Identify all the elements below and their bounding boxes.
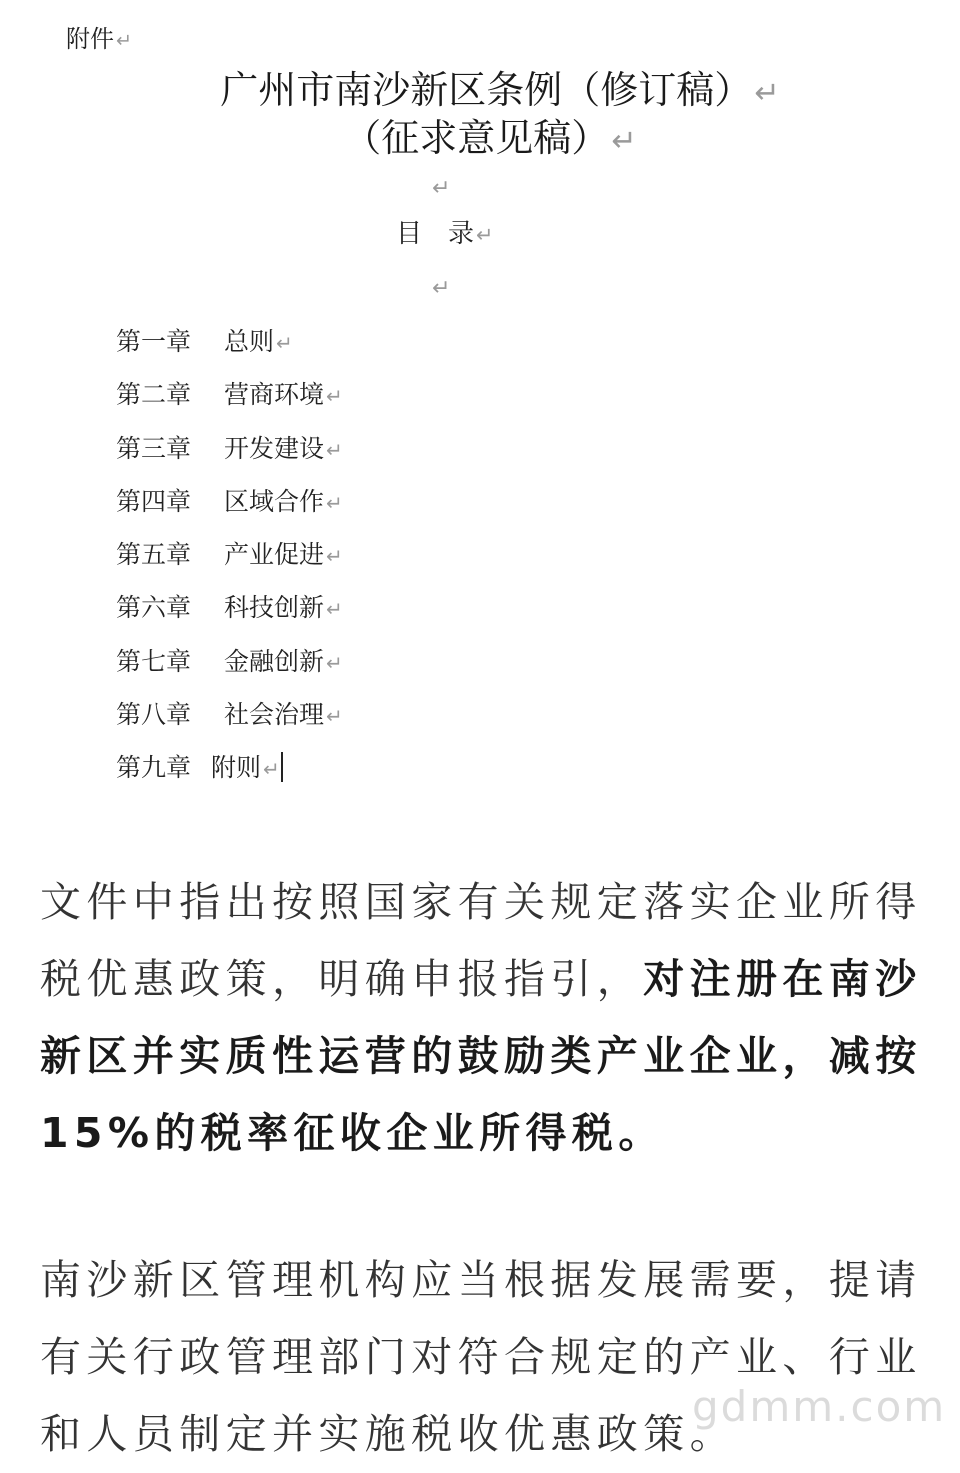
paragraph-mark: ↵ bbox=[432, 276, 451, 301]
paragraph-text: 文件中指出按照国家有关规定落实企业所得税优惠政策，明确申报指引， bbox=[40, 878, 922, 1003]
toc-chapter-title: 产业促进 bbox=[224, 540, 325, 570]
toc-item bbox=[116, 322, 343, 375]
attachment-label bbox=[66, 22, 132, 58]
toc-chapter-number: 第八章 bbox=[116, 700, 192, 730]
toc-chapter-title: 金融创新 bbox=[224, 646, 325, 676]
toc-chapter-title: 总则 bbox=[224, 327, 275, 356]
article-paragraph bbox=[40, 1242, 922, 1473]
toc-heading-right: 录 bbox=[448, 219, 475, 249]
toc-item bbox=[116, 482, 343, 535]
toc-chapter-number: 第三章 bbox=[116, 433, 192, 463]
table-of-contents bbox=[116, 322, 343, 802]
toc-chapter-number: 第四章 bbox=[116, 486, 192, 516]
toc-chapter-title: 科技创新 bbox=[224, 593, 325, 623]
toc-chapter-number: 第二章 bbox=[116, 380, 192, 410]
toc-chapter-title: 附则 bbox=[211, 753, 262, 783]
paragraph-mark: ↵ bbox=[754, 76, 780, 111]
toc-chapter-title: 营商环境 bbox=[224, 380, 325, 410]
document-subtitle bbox=[0, 114, 960, 166]
toc-chapter-title: 社会治理 bbox=[224, 700, 325, 730]
toc-heading-left: 目 bbox=[396, 219, 423, 249]
title-text: 广州市南沙新区条例（修订稿） bbox=[220, 68, 753, 112]
paragraph-mark: ↵ bbox=[476, 223, 494, 247]
paragraph-mark: ↵ bbox=[326, 650, 343, 675]
toc-item bbox=[116, 429, 343, 482]
toc-chapter-title: 开发建设 bbox=[224, 433, 325, 463]
watermark: gdmm.com bbox=[692, 1382, 947, 1431]
toc-heading bbox=[396, 216, 493, 253]
paragraph-mark: ↵ bbox=[326, 384, 343, 409]
paragraph-mark: ↵ bbox=[326, 437, 343, 462]
toc-chapter-title: 区域合作 bbox=[224, 486, 325, 516]
document-title bbox=[0, 66, 960, 118]
paragraph-mark: ↵ bbox=[611, 124, 637, 159]
attachment-text: 附件 bbox=[66, 25, 114, 53]
toc-item bbox=[116, 748, 343, 801]
toc-chapter-number: 第一章 bbox=[116, 327, 192, 356]
toc-item bbox=[116, 375, 343, 428]
toc-chapter-number: 第五章 bbox=[116, 540, 192, 570]
paragraph-text: 南沙新区管理机构应当根据发展需要，提请有关行政管理部门对符合规定的产业、行业和人员制定并实施税收优惠政策。 bbox=[40, 1256, 922, 1458]
toc-chapter-number: 第七章 bbox=[116, 646, 192, 676]
paragraph-mark: ↵ bbox=[116, 29, 133, 52]
toc-item bbox=[116, 535, 343, 588]
toc-item bbox=[116, 642, 343, 695]
text-cursor bbox=[281, 752, 283, 782]
paragraph-bold-text: 对注册在南沙新区并实质性运营的鼓励类产业企业，减按15%的税率征收企业所得税。 bbox=[40, 955, 922, 1157]
toc-item bbox=[116, 588, 343, 641]
subtitle-text: （征求意见稿） bbox=[343, 116, 610, 160]
paragraph-mark: ↵ bbox=[432, 176, 451, 201]
paragraph-mark: ↵ bbox=[263, 757, 280, 782]
toc-chapter-number: 第六章 bbox=[116, 593, 192, 623]
paragraph-mark: ↵ bbox=[276, 331, 293, 355]
toc-item bbox=[116, 695, 343, 748]
paragraph-mark: ↵ bbox=[326, 490, 343, 515]
paragraph-mark: ↵ bbox=[326, 704, 343, 729]
paragraph-mark: ↵ bbox=[326, 544, 343, 569]
toc-chapter-number: 第九章 bbox=[116, 753, 192, 783]
article-paragraph bbox=[40, 864, 922, 1172]
paragraph-mark: ↵ bbox=[326, 597, 343, 622]
